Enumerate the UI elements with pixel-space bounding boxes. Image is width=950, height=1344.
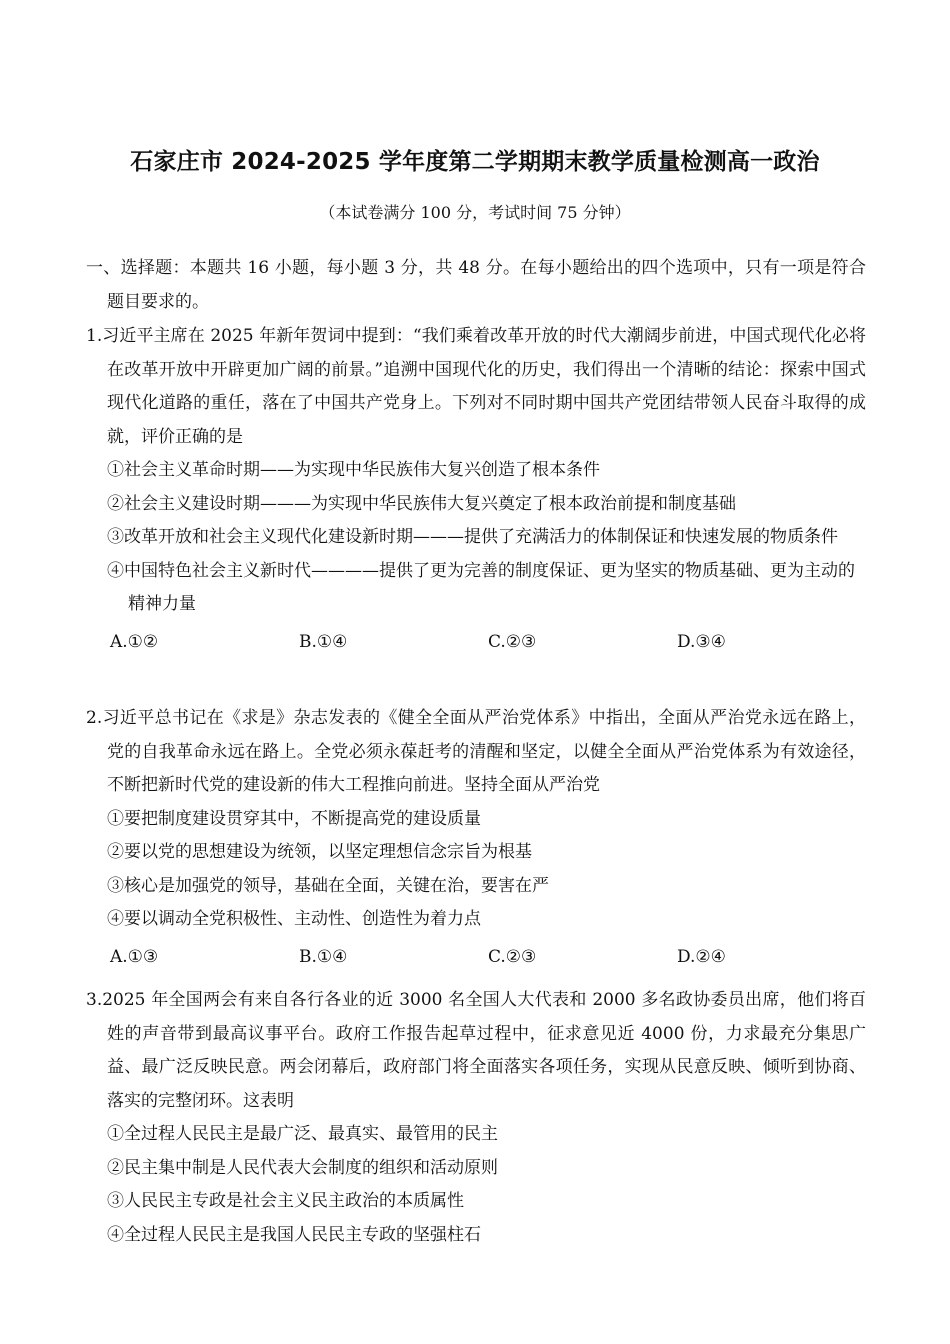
choice-b: B.①④ [299,946,348,967]
question-option: ①全过程人民民主是最广泛、最真实、最管用的民主 [107,1124,498,1144]
choice-a: A.①② [110,631,159,652]
answer-choices [86,626,866,660]
question-1 [86,320,866,659]
question-stem: 1.习近平主席在 2025 年新年贺词中提到：“我们乘着改革开放的时代大潮阔步前进，中国式现代化必将在改革开放中开辟更加广阔的前景。”追溯中国现代化的历史，我们得出一个清晰的结论：探索中国式现代化道路的重任，落在了中国共产党身上。下列对不同时期中国共产党团结带领人民奋斗取得的成就，评价正确的是 [86,326,866,447]
choice-a: A.①③ [110,946,159,967]
question-option: ③人民民主专政是社会主义民主政治的本质属性 [107,1191,464,1211]
section-instructions [86,252,866,319]
question-option: ②社会主义建设时期———为实现中华民族伟大复兴奠定了根本政治前提和制度基础 [107,493,736,514]
question-3 [86,984,866,1252]
question-option: ④全过程人民民主是我国人民民主专政的坚强柱石 [107,1224,481,1245]
question-option: ①社会主义革命时期——为实现中华民族伟大复兴创造了根本条件 [107,460,600,480]
answer-choices [86,941,866,975]
question-stem: 2.习近平总书记在《求是》杂志发表的《健全全面从严治党体系》中指出，全面从严治党永远在路上，党的自我革命永远在路上。全党必须永葆赶考的清醒和坚定，以健全全面从严治党体系为有效途径，不断把新时代党的建设新的伟大工程推向前进。坚持全面从严治党 [86,708,866,795]
question-option: ④要以调动全党积极性、主动性、创造性为着力点 [107,909,481,929]
question-option: ①要把制度建设贯穿其中，不断提高党的建设质量 [107,808,481,829]
question-2 [86,702,866,974]
question-option: ③改革开放和社会主义现代化建设新时期———提供了充满活力的体制保证和快速发展的物质条件 [107,527,838,547]
exam-subtitle: （本试卷满分 100 分，考试时间 75 分钟） [319,203,631,222]
choice-d: D.②④ [677,946,726,967]
exam-title: 石家庄市 2024-2025 学年度第二学期期末教学质量检测高一政治 [130,149,820,175]
question-option: ③核心是加强党的领导，基础在全面，关键在治，要害在严 [107,875,549,896]
question-option: ②要以党的思想建设为统领，以坚定理想信念宗旨为根基 [107,842,532,862]
choice-d: D.③④ [677,631,726,652]
choice-b: B.①④ [299,631,348,652]
question-option: ④中国特色社会主义新时代————提供了更为完善的制度保证、更为坚实的物质基础、更为主动的精神力量 [107,560,855,614]
choice-c: C.②③ [488,631,537,652]
section-heading: 一、选择题：本题共 16 小题，每小题 3 分，共 48 分。在每小题给出的四个选项中，只有一项是符合题目要求的。 [86,258,866,312]
question-stem: 3.2025 年全国两会有来自各行各业的近 3000 名全国人大代表和 2000 多名政协委员出席，他们将百姓的声音带到最高议事平台。政府工作报告起草过程中，征求意见近 4000 份，力求最充分集思广益、最广泛反映民意。两会闭幕后，政府部门将全面落实各项任务，实现从民意反映、倾听到协商、落实的完整闭环。这表明 [86,990,866,1111]
question-option: ②民主集中制是人民代表大会制度的组织和活动原则 [107,1157,498,1178]
choice-c: C.②③ [488,946,537,967]
